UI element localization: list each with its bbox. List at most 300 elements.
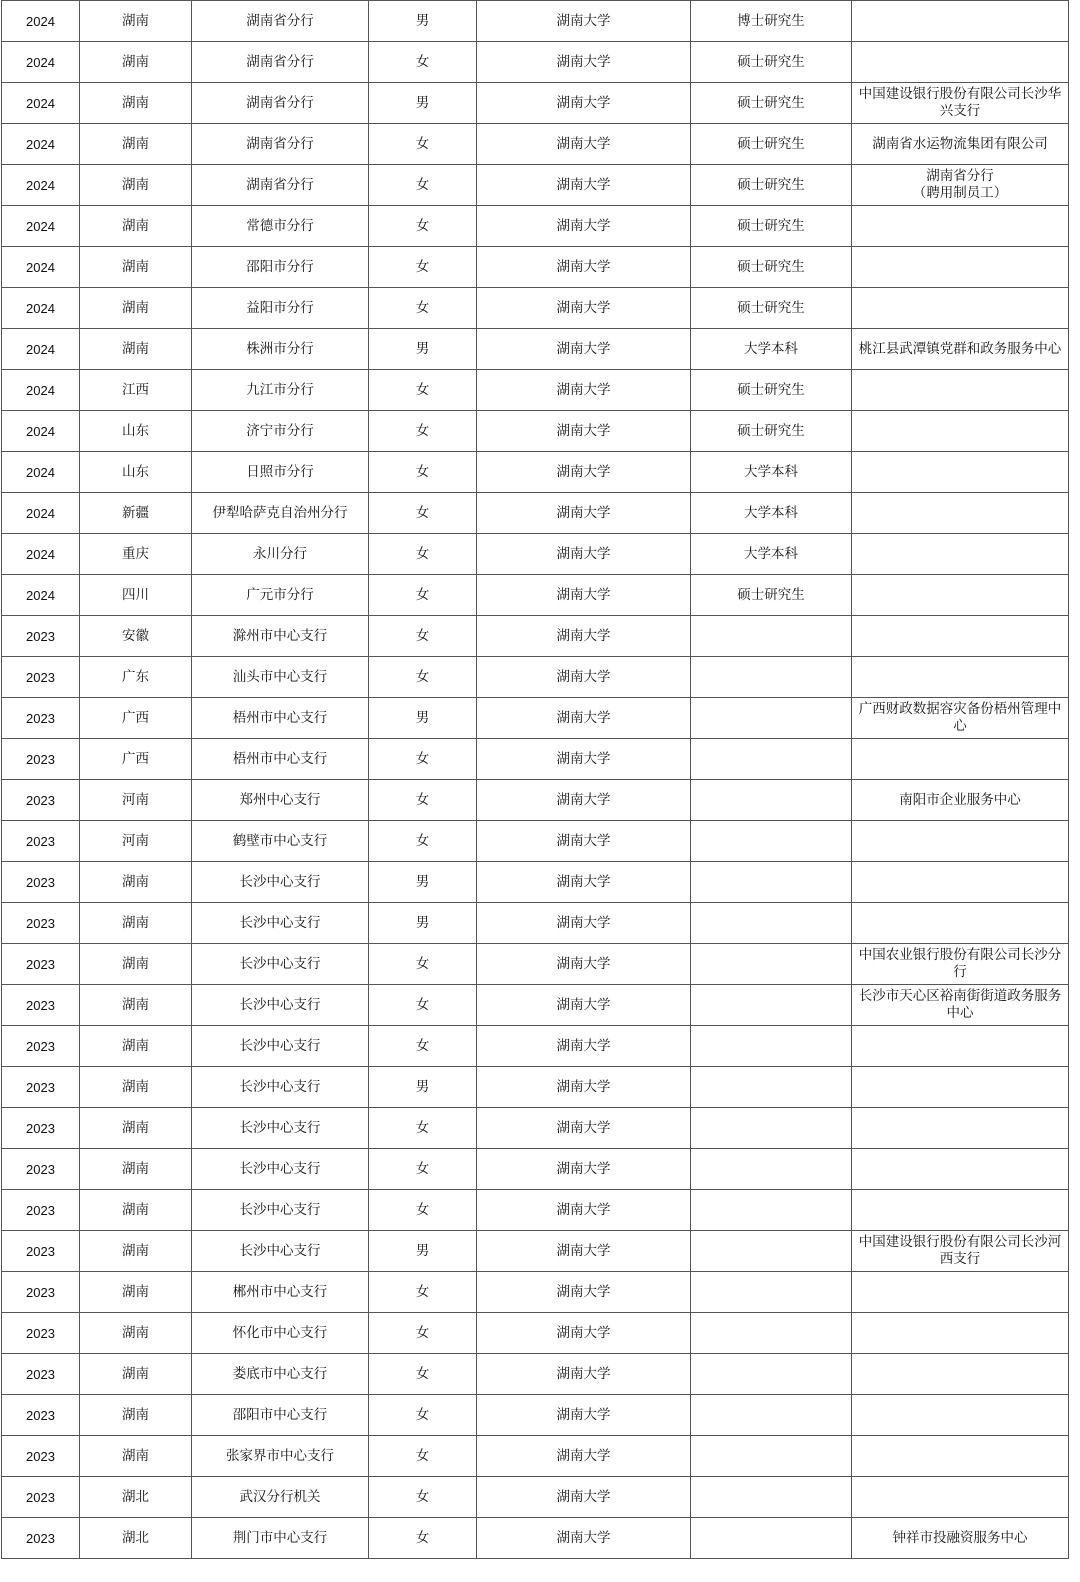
cell-degree: 硕士研究生	[691, 83, 852, 124]
cell-year: 2023	[2, 1395, 80, 1436]
cell-unit	[852, 1149, 1069, 1190]
cell-degree	[691, 1313, 852, 1354]
table-row	[2, 1436, 1069, 1477]
cell-school: 湖南大学	[477, 903, 691, 944]
cell-gender: 男	[369, 1, 477, 42]
cell-province: 河南	[80, 780, 192, 821]
cell-unit	[852, 206, 1069, 247]
cell-school: 湖南大学	[477, 493, 691, 534]
cell-province: 湖北	[80, 1477, 192, 1518]
cell-branch: 常德市分行	[192, 206, 369, 247]
table-row	[2, 1231, 1069, 1272]
cell-province: 重庆	[80, 534, 192, 575]
cell-province: 湖南	[80, 1108, 192, 1149]
cell-degree	[691, 1477, 852, 1518]
cell-degree: 大学本科	[691, 452, 852, 493]
cell-unit	[852, 370, 1069, 411]
cell-province: 湖南	[80, 1395, 192, 1436]
cell-school: 湖南大学	[477, 780, 691, 821]
cell-school: 湖南大学	[477, 1477, 691, 1518]
cell-gender: 女	[369, 1272, 477, 1313]
cell-year: 2024	[2, 1, 80, 42]
cell-branch: 长沙中心支行	[192, 1231, 369, 1272]
cell-gender: 女	[369, 1108, 477, 1149]
cell-school: 湖南大学	[477, 698, 691, 739]
cell-year: 2023	[2, 657, 80, 698]
table-row	[2, 862, 1069, 903]
cell-degree: 大学本科	[691, 534, 852, 575]
cell-branch: 长沙中心支行	[192, 1108, 369, 1149]
cell-gender: 女	[369, 452, 477, 493]
cell-school: 湖南大学	[477, 206, 691, 247]
cell-school: 湖南大学	[477, 575, 691, 616]
cell-degree	[691, 1518, 852, 1559]
cell-year: 2024	[2, 124, 80, 165]
cell-year: 2023	[2, 985, 80, 1026]
cell-degree	[691, 657, 852, 698]
cell-province: 江西	[80, 370, 192, 411]
cell-gender: 女	[369, 780, 477, 821]
table-row	[2, 657, 1069, 698]
cell-year: 2023	[2, 1026, 80, 1067]
table-row	[2, 452, 1069, 493]
cell-school: 湖南大学	[477, 1313, 691, 1354]
cell-gender: 女	[369, 288, 477, 329]
cell-branch: 广元市分行	[192, 575, 369, 616]
cell-year: 2023	[2, 1149, 80, 1190]
table-row	[2, 288, 1069, 329]
cell-unit	[852, 288, 1069, 329]
cell-gender: 女	[369, 42, 477, 83]
cell-unit: 中国建设银行股份有限公司长沙河西支行	[852, 1231, 1069, 1272]
cell-gender: 女	[369, 1395, 477, 1436]
cell-year: 2024	[2, 165, 80, 206]
cell-gender: 女	[369, 985, 477, 1026]
cell-degree: 硕士研究生	[691, 247, 852, 288]
cell-province: 湖南	[80, 1272, 192, 1313]
cell-province: 湖南	[80, 862, 192, 903]
cell-school: 湖南大学	[477, 1108, 691, 1149]
table-row	[2, 821, 1069, 862]
cell-gender: 女	[369, 1313, 477, 1354]
table-row	[2, 1190, 1069, 1231]
cell-branch: 济宁市分行	[192, 411, 369, 452]
cell-branch: 九江市分行	[192, 370, 369, 411]
cell-unit: 中国农业银行股份有限公司长沙分行	[852, 944, 1069, 985]
cell-gender: 女	[369, 944, 477, 985]
cell-degree	[691, 1231, 852, 1272]
table-row	[2, 1518, 1069, 1559]
cell-school: 湖南大学	[477, 83, 691, 124]
cell-degree	[691, 1026, 852, 1067]
cell-school: 湖南大学	[477, 616, 691, 657]
cell-branch: 株洲市分行	[192, 329, 369, 370]
cell-branch: 张家界市中心支行	[192, 1436, 369, 1477]
cell-unit: 中国建设银行股份有限公司长沙华兴支行	[852, 83, 1069, 124]
cell-school: 湖南大学	[477, 1518, 691, 1559]
cell-school: 湖南大学	[477, 1395, 691, 1436]
cell-province: 湖南	[80, 1067, 192, 1108]
table-row	[2, 1477, 1069, 1518]
cell-unit: 南阳市企业服务中心	[852, 780, 1069, 821]
cell-school: 湖南大学	[477, 165, 691, 206]
cell-branch: 武汉分行机关	[192, 1477, 369, 1518]
table-row	[2, 780, 1069, 821]
cell-year: 2024	[2, 534, 80, 575]
cell-unit	[852, 247, 1069, 288]
table-row	[2, 616, 1069, 657]
cell-unit	[852, 657, 1069, 698]
cell-unit	[852, 534, 1069, 575]
cell-unit	[852, 1477, 1069, 1518]
cell-province: 湖南	[80, 1149, 192, 1190]
cell-year: 2024	[2, 247, 80, 288]
cell-year: 2024	[2, 329, 80, 370]
cell-gender: 女	[369, 493, 477, 534]
cell-school: 湖南大学	[477, 411, 691, 452]
cell-branch: 怀化市中心支行	[192, 1313, 369, 1354]
table-row	[2, 1, 1069, 42]
table-row	[2, 206, 1069, 247]
cell-gender: 女	[369, 124, 477, 165]
cell-unit	[852, 1436, 1069, 1477]
cell-school: 湖南大学	[477, 370, 691, 411]
cell-degree	[691, 616, 852, 657]
cell-unit	[852, 493, 1069, 534]
cell-year: 2024	[2, 493, 80, 534]
cell-school: 湖南大学	[477, 452, 691, 493]
cell-year: 2023	[2, 1272, 80, 1313]
cell-branch: 梧州市中心支行	[192, 739, 369, 780]
cell-degree	[691, 780, 852, 821]
roster-body	[2, 1, 1069, 1559]
cell-unit	[852, 1395, 1069, 1436]
cell-branch: 郴州市中心支行	[192, 1272, 369, 1313]
table-row	[2, 165, 1069, 206]
cell-unit: 湖南省水运物流集团有限公司	[852, 124, 1069, 165]
table-row	[2, 83, 1069, 124]
cell-gender: 女	[369, 534, 477, 575]
cell-degree	[691, 1272, 852, 1313]
cell-unit: 长沙市天心区裕南街街道政务服务中心	[852, 985, 1069, 1026]
cell-year: 2023	[2, 944, 80, 985]
cell-degree	[691, 1395, 852, 1436]
cell-school: 湖南大学	[477, 534, 691, 575]
table-row	[2, 1354, 1069, 1395]
cell-branch: 湖南省分行	[192, 42, 369, 83]
cell-province: 广西	[80, 698, 192, 739]
cell-degree: 硕士研究生	[691, 206, 852, 247]
table-row	[2, 944, 1069, 985]
cell-province: 湖南	[80, 42, 192, 83]
cell-unit	[852, 411, 1069, 452]
cell-degree	[691, 944, 852, 985]
cell-school: 湖南大学	[477, 1190, 691, 1231]
cell-degree	[691, 985, 852, 1026]
cell-branch: 益阳市分行	[192, 288, 369, 329]
roster-table	[1, 0, 1069, 1559]
cell-school: 湖南大学	[477, 1354, 691, 1395]
table-row	[2, 698, 1069, 739]
cell-unit: 钟祥市投融资服务中心	[852, 1518, 1069, 1559]
cell-year: 2024	[2, 411, 80, 452]
cell-gender: 女	[369, 1477, 477, 1518]
cell-province: 湖南	[80, 903, 192, 944]
cell-gender: 男	[369, 1231, 477, 1272]
cell-unit: 湖南省分行 （聘用制员工）	[852, 165, 1069, 206]
cell-school: 湖南大学	[477, 1272, 691, 1313]
table-row	[2, 985, 1069, 1026]
table-row	[2, 1272, 1069, 1313]
table-row	[2, 1026, 1069, 1067]
cell-degree: 大学本科	[691, 493, 852, 534]
cell-year: 2024	[2, 83, 80, 124]
cell-province: 新疆	[80, 493, 192, 534]
cell-gender: 女	[369, 165, 477, 206]
cell-unit	[852, 575, 1069, 616]
table-row	[2, 1067, 1069, 1108]
cell-province: 湖南	[80, 985, 192, 1026]
cell-year: 2024	[2, 575, 80, 616]
cell-degree	[691, 821, 852, 862]
cell-gender: 女	[369, 411, 477, 452]
cell-unit	[852, 1067, 1069, 1108]
cell-branch: 邵阳市分行	[192, 247, 369, 288]
cell-degree: 硕士研究生	[691, 288, 852, 329]
cell-unit	[852, 1190, 1069, 1231]
table-row	[2, 534, 1069, 575]
cell-branch: 长沙中心支行	[192, 1190, 369, 1231]
cell-province: 湖南	[80, 1231, 192, 1272]
cell-gender: 女	[369, 657, 477, 698]
cell-gender: 女	[369, 1026, 477, 1067]
cell-year: 2024	[2, 42, 80, 83]
cell-branch: 梧州市中心支行	[192, 698, 369, 739]
cell-year: 2023	[2, 1108, 80, 1149]
cell-province: 湖南	[80, 1, 192, 42]
cell-unit	[852, 739, 1069, 780]
cell-province: 湖南	[80, 1354, 192, 1395]
cell-year: 2023	[2, 1067, 80, 1108]
cell-branch: 邵阳市中心支行	[192, 1395, 369, 1436]
cell-province: 广西	[80, 739, 192, 780]
cell-school: 湖南大学	[477, 944, 691, 985]
cell-degree: 硕士研究生	[691, 575, 852, 616]
cell-gender: 女	[369, 616, 477, 657]
cell-school: 湖南大学	[477, 329, 691, 370]
cell-branch: 长沙中心支行	[192, 1067, 369, 1108]
cell-unit	[852, 903, 1069, 944]
table-row	[2, 575, 1069, 616]
cell-degree	[691, 1067, 852, 1108]
cell-unit	[852, 862, 1069, 903]
cell-gender: 女	[369, 206, 477, 247]
table-row	[2, 1395, 1069, 1436]
cell-branch: 长沙中心支行	[192, 862, 369, 903]
cell-school: 湖南大学	[477, 739, 691, 780]
table-row	[2, 1108, 1069, 1149]
cell-branch: 伊犁哈萨克自治州分行	[192, 493, 369, 534]
cell-degree: 硕士研究生	[691, 411, 852, 452]
cell-degree	[691, 862, 852, 903]
cell-branch: 湖南省分行	[192, 1, 369, 42]
cell-gender: 男	[369, 329, 477, 370]
cell-gender: 女	[369, 1436, 477, 1477]
cell-degree: 博士研究生	[691, 1, 852, 42]
cell-province: 四川	[80, 575, 192, 616]
cell-province: 湖南	[80, 124, 192, 165]
cell-province: 广东	[80, 657, 192, 698]
cell-branch: 永川分行	[192, 534, 369, 575]
cell-province: 湖南	[80, 944, 192, 985]
cell-branch: 湖南省分行	[192, 165, 369, 206]
cell-province: 山东	[80, 411, 192, 452]
cell-unit	[852, 1272, 1069, 1313]
cell-branch: 长沙中心支行	[192, 944, 369, 985]
cell-degree: 硕士研究生	[691, 370, 852, 411]
table-row	[2, 493, 1069, 534]
cell-year: 2023	[2, 1354, 80, 1395]
cell-school: 湖南大学	[477, 1231, 691, 1272]
cell-unit	[852, 1, 1069, 42]
cell-gender: 女	[369, 1149, 477, 1190]
cell-gender: 男	[369, 83, 477, 124]
cell-degree	[691, 903, 852, 944]
cell-gender: 女	[369, 739, 477, 780]
cell-gender: 女	[369, 1354, 477, 1395]
cell-province: 湖南	[80, 288, 192, 329]
cell-unit: 桃江县武潭镇党群和政务服务中心	[852, 329, 1069, 370]
cell-unit	[852, 1354, 1069, 1395]
cell-school: 湖南大学	[477, 657, 691, 698]
cell-unit	[852, 821, 1069, 862]
cell-gender: 男	[369, 698, 477, 739]
cell-year: 2023	[2, 862, 80, 903]
cell-province: 湖南	[80, 1313, 192, 1354]
cell-year: 2023	[2, 1518, 80, 1559]
cell-province: 湖南	[80, 1026, 192, 1067]
cell-year: 2024	[2, 288, 80, 329]
table-row	[2, 411, 1069, 452]
cell-school: 湖南大学	[477, 1067, 691, 1108]
cell-branch: 日照市分行	[192, 452, 369, 493]
cell-branch: 鹤壁市中心支行	[192, 821, 369, 862]
cell-degree	[691, 698, 852, 739]
cell-unit	[852, 1026, 1069, 1067]
cell-degree	[691, 1149, 852, 1190]
cell-province: 湖北	[80, 1518, 192, 1559]
cell-gender: 女	[369, 1518, 477, 1559]
table-row	[2, 903, 1069, 944]
cell-year: 2023	[2, 1190, 80, 1231]
cell-year: 2023	[2, 739, 80, 780]
cell-school: 湖南大学	[477, 821, 691, 862]
cell-year: 2023	[2, 903, 80, 944]
cell-branch: 荆门市中心支行	[192, 1518, 369, 1559]
cell-school: 湖南大学	[477, 1149, 691, 1190]
table-row	[2, 247, 1069, 288]
cell-province: 湖南	[80, 247, 192, 288]
cell-year: 2023	[2, 698, 80, 739]
cell-province: 河南	[80, 821, 192, 862]
cell-degree	[691, 1436, 852, 1477]
cell-school: 湖南大学	[477, 288, 691, 329]
cell-year: 2023	[2, 1313, 80, 1354]
table-row	[2, 124, 1069, 165]
cell-province: 山东	[80, 452, 192, 493]
cell-gender: 男	[369, 1067, 477, 1108]
cell-year: 2024	[2, 206, 80, 247]
cell-branch: 长沙中心支行	[192, 903, 369, 944]
cell-branch: 长沙中心支行	[192, 1026, 369, 1067]
cell-gender: 女	[369, 370, 477, 411]
cell-branch: 长沙中心支行	[192, 985, 369, 1026]
cell-province: 湖南	[80, 83, 192, 124]
table-row	[2, 1149, 1069, 1190]
cell-degree	[691, 1354, 852, 1395]
table-row	[2, 329, 1069, 370]
cell-province: 湖南	[80, 329, 192, 370]
cell-unit	[852, 1108, 1069, 1149]
cell-school: 湖南大学	[477, 1436, 691, 1477]
cell-branch: 郑州中心支行	[192, 780, 369, 821]
cell-branch: 湖南省分行	[192, 124, 369, 165]
cell-year: 2023	[2, 821, 80, 862]
cell-degree: 大学本科	[691, 329, 852, 370]
table-row	[2, 42, 1069, 83]
cell-unit	[852, 42, 1069, 83]
cell-province: 湖南	[80, 1190, 192, 1231]
cell-unit	[852, 616, 1069, 657]
cell-year: 2023	[2, 1231, 80, 1272]
cell-branch: 滁州市中心支行	[192, 616, 369, 657]
cell-gender: 女	[369, 247, 477, 288]
cell-school: 湖南大学	[477, 42, 691, 83]
cell-gender: 女	[369, 1190, 477, 1231]
cell-year: 2023	[2, 1477, 80, 1518]
table-row	[2, 1313, 1069, 1354]
cell-degree: 硕士研究生	[691, 42, 852, 83]
cell-branch: 汕头市中心支行	[192, 657, 369, 698]
cell-province: 安徽	[80, 616, 192, 657]
cell-gender: 男	[369, 862, 477, 903]
cell-degree	[691, 1108, 852, 1149]
cell-gender: 女	[369, 575, 477, 616]
cell-school: 湖南大学	[477, 247, 691, 288]
cell-school: 湖南大学	[477, 985, 691, 1026]
cell-unit: 广西财政数据容灾备份梧州管理中心	[852, 698, 1069, 739]
cell-year: 2023	[2, 616, 80, 657]
cell-year: 2024	[2, 370, 80, 411]
cell-school: 湖南大学	[477, 862, 691, 903]
cell-branch: 湖南省分行	[192, 83, 369, 124]
table-row	[2, 370, 1069, 411]
cell-year: 2023	[2, 1436, 80, 1477]
cell-branch: 长沙中心支行	[192, 1149, 369, 1190]
cell-degree: 硕士研究生	[691, 165, 852, 206]
cell-branch: 娄底市中心支行	[192, 1354, 369, 1395]
cell-school: 湖南大学	[477, 1, 691, 42]
cell-school: 湖南大学	[477, 124, 691, 165]
cell-gender: 男	[369, 903, 477, 944]
cell-degree	[691, 1190, 852, 1231]
cell-unit	[852, 452, 1069, 493]
table-row	[2, 739, 1069, 780]
cell-school: 湖南大学	[477, 1026, 691, 1067]
cell-year: 2023	[2, 780, 80, 821]
cell-degree: 硕士研究生	[691, 124, 852, 165]
cell-province: 湖南	[80, 206, 192, 247]
